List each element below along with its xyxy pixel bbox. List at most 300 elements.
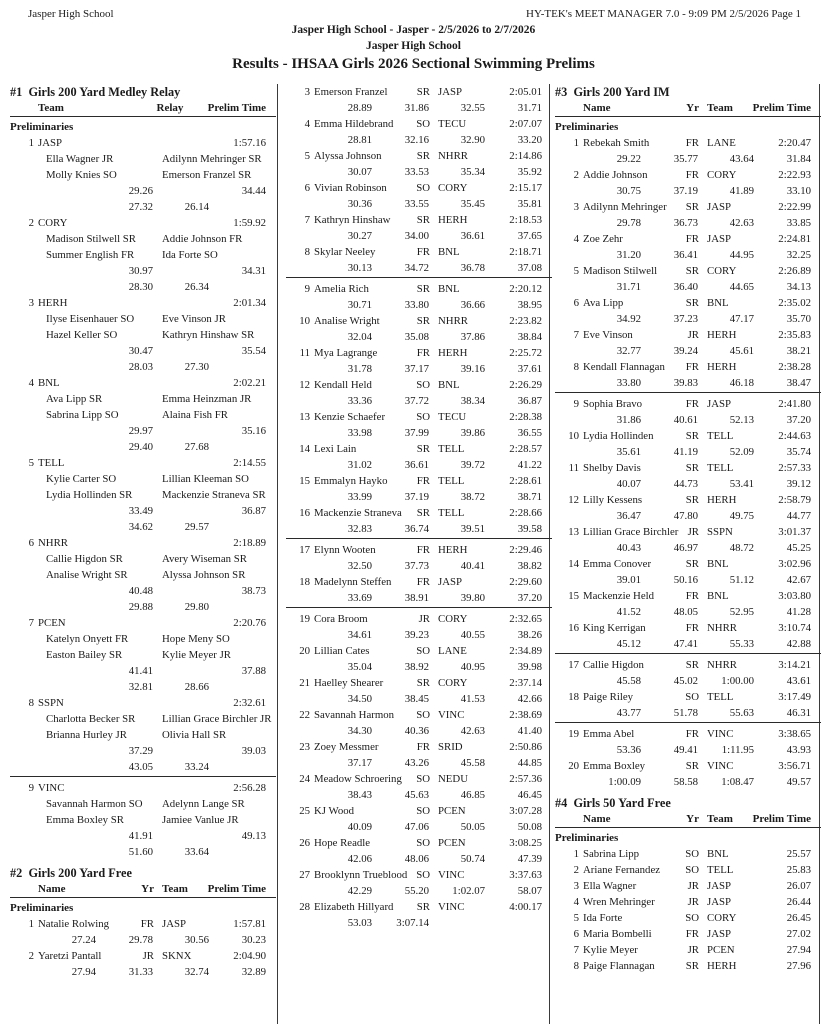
relay-swimmer: Molly Knies SO: [46, 169, 117, 181]
split-time: 30.27: [347, 230, 372, 242]
swimmer-year: JR: [687, 944, 699, 956]
relay-swimmer: Callie Higdon SR: [46, 553, 123, 565]
relay-swimmer: Mackenzie Straneva SR: [162, 489, 266, 501]
split-time: 35.16: [241, 425, 266, 437]
relay-team-code: JASP: [38, 137, 63, 149]
splits-row: [10, 583, 276, 599]
split-time: 42.66: [517, 693, 542, 705]
split-time: 35.74: [786, 446, 811, 458]
relay-entry-row: [10, 455, 276, 471]
splits-row: [286, 297, 552, 313]
relay-team-code: CORY: [38, 217, 68, 229]
result-row: [286, 377, 552, 393]
place-number: 12: [299, 379, 310, 391]
swimmer-year: FR: [416, 741, 430, 753]
section-label: Preliminaries: [555, 121, 619, 133]
splits-row: [555, 705, 821, 721]
team-code: LANE: [707, 137, 736, 149]
swimmer-name: Shelby Davis: [583, 462, 641, 474]
splits-row: [10, 263, 276, 279]
splits-row: [555, 476, 821, 492]
split-time: 43.93: [786, 744, 811, 756]
swimmer-year: FR: [140, 918, 154, 930]
swimmer-year: SR: [685, 265, 699, 277]
relay-swimmers-row: [10, 407, 276, 423]
split-time: 37.23: [673, 313, 698, 325]
split-time: 38.45: [404, 693, 429, 705]
splits-row: [286, 100, 552, 116]
result-row: [286, 116, 552, 132]
split-time: 49.13: [241, 830, 266, 842]
result-row: [286, 675, 552, 691]
split-time: 36.40: [673, 281, 698, 293]
result-row: [286, 244, 552, 260]
prelim-time: 4:00.17: [509, 901, 542, 913]
swimmer-year: FR: [685, 398, 699, 410]
splits-row: [10, 663, 276, 679]
split-time: 37.29: [128, 745, 153, 757]
swimmer-name: Addie Johnson: [583, 169, 648, 181]
meet-name-line: Jasper High School - Jasper - 2/5/2026 to 2/7/2026: [291, 24, 536, 36]
splits-row: [10, 932, 276, 948]
split-time: 32.16: [404, 134, 429, 146]
result-row: [286, 707, 552, 723]
split-time: 46.97: [673, 542, 698, 554]
split-time: 44.77: [786, 510, 811, 522]
column-header-row: [555, 811, 821, 828]
prelim-time: 2:14.55: [233, 457, 266, 469]
split-time: 29.26: [128, 185, 153, 197]
prelim-time: 27.02: [786, 928, 811, 940]
split-time: 53.36: [616, 744, 641, 756]
splits-row: [10, 359, 276, 375]
relay-entry-row: [10, 135, 276, 151]
relay-swimmers-row: [10, 567, 276, 583]
result-row: [10, 916, 276, 932]
relay-swimmer: Ida Forte SO: [162, 249, 218, 261]
split-time: 47.80: [673, 510, 698, 522]
relay-swimmer: Analise Wright SR: [46, 569, 128, 581]
result-row: [555, 878, 821, 894]
splits-row: [286, 425, 552, 441]
swimmer-year: SO: [416, 805, 430, 817]
splits-row: [286, 851, 552, 867]
swimmer-name: Ida Forte: [583, 912, 623, 924]
split-time: 1:02.07: [452, 885, 485, 897]
split-time: 41.19: [673, 446, 698, 458]
place-number: 10: [568, 430, 579, 442]
swimmer-year: SO: [416, 837, 430, 849]
relay-swimmers-row: [10, 471, 276, 487]
splits-row: [555, 774, 821, 790]
split-time: 29.80: [184, 601, 209, 613]
prelim-time: 2:57.36: [509, 773, 542, 785]
result-row: [555, 460, 821, 476]
team-code: JASP: [162, 918, 187, 930]
prelim-time: 27.96: [786, 960, 811, 972]
result-row: [555, 396, 821, 412]
swimmer-year: JR: [142, 950, 154, 962]
relay-swimmer: Lillian Kleeman SO: [162, 473, 249, 485]
prelim-time: 3:14.21: [778, 659, 811, 671]
split-time: 35.34: [460, 166, 485, 178]
split-time: 30.97: [128, 265, 153, 277]
splits-row: [286, 521, 552, 537]
swimmer-name: Elynn Wooten: [314, 544, 376, 556]
splits-row: [286, 132, 552, 148]
swimmer-name: Ariane Fernandez: [583, 864, 661, 876]
split-time: 45.02: [673, 675, 698, 687]
split-time: 47.17: [729, 313, 754, 325]
col-label-yr: Yr: [686, 102, 699, 114]
swimmer-name: Wren Mehringer: [583, 896, 655, 908]
team-code: CORY: [707, 169, 737, 181]
split-time: 52.95: [729, 606, 754, 618]
team-code: LANE: [438, 645, 467, 657]
splits-row: [10, 759, 276, 775]
split-time: 36.87: [517, 395, 542, 407]
result-row: [286, 739, 552, 755]
swimmer-year: SO: [416, 869, 430, 881]
relay-swimmer: Katelyn Onyett FR: [46, 633, 129, 645]
place-number: 1: [28, 918, 34, 930]
swimmer-year: SR: [416, 283, 430, 295]
place-number: 23: [299, 741, 310, 753]
place-number: 3: [573, 880, 579, 892]
split-time: 36.74: [404, 523, 429, 535]
splits-row: [286, 723, 552, 739]
relay-swimmers-row: [10, 151, 276, 167]
splits-row: [286, 260, 552, 276]
swimmer-year: JR: [687, 329, 699, 341]
place-number: 5: [28, 457, 34, 469]
prelim-time: 2:14.86: [509, 150, 542, 162]
split-time: 39.03: [241, 745, 266, 757]
swimmer-name: Natalie Rolwing: [38, 918, 110, 930]
team-code: BNL: [707, 297, 729, 309]
result-row: [286, 771, 552, 787]
split-time: 50.74: [460, 853, 485, 865]
split-time: 30.13: [347, 262, 372, 274]
prelim-time: 2:29.46: [509, 544, 542, 556]
splits-row: [555, 572, 821, 588]
swimmer-year: FR: [416, 347, 430, 359]
swimmer-name: Lillian Cates: [314, 645, 370, 657]
swimmer-name: KJ Wood: [314, 805, 355, 817]
swimmer-name: Emma Conover: [583, 558, 652, 570]
split-time: 40.43: [616, 542, 641, 554]
split-time: 1:08.47: [721, 776, 754, 788]
split-time: 42.63: [460, 725, 485, 737]
result-row: [286, 148, 552, 164]
swimmer-year: SO: [685, 864, 699, 876]
relay-swimmer: Madison Stilwell SR: [46, 233, 136, 245]
swimmer-year: JR: [687, 880, 699, 892]
split-time: 31.86: [404, 102, 429, 114]
split-time: 36.55: [517, 427, 542, 439]
result-row: [555, 428, 821, 444]
prelim-time: 1:57.81: [233, 918, 266, 930]
relay-swimmer: Adelynn Lange SR: [162, 798, 245, 810]
result-row: [555, 758, 821, 774]
split-time: 34.13: [786, 281, 811, 293]
report-title: Results - IHSAA Girls 2026 Sectional Swimming Prelims: [232, 56, 595, 72]
prelim-time: 2:02.21: [233, 377, 266, 389]
relay-swimmer: Kathryn Hinshaw SR: [162, 329, 255, 341]
relay-team-code: PCEN: [38, 617, 66, 629]
swimmer-year: SR: [416, 677, 430, 689]
split-time: 37.20: [786, 414, 811, 426]
team-code: TELL: [707, 462, 734, 474]
place-number: 7: [573, 329, 579, 341]
result-row: [555, 199, 821, 215]
split-time: 35.08: [404, 331, 429, 343]
split-time: 3:07.14: [396, 917, 429, 929]
place-number: 9: [573, 398, 579, 410]
split-time: 32.74: [184, 966, 209, 978]
split-time: 29.97: [128, 425, 153, 437]
swimmer-year: FR: [685, 728, 699, 740]
split-time: 39.80: [460, 592, 485, 604]
team-code: VINC: [438, 709, 465, 721]
team-code: SSPN: [707, 526, 733, 538]
swimmer-name: Kendall Held: [314, 379, 372, 391]
prelim-time: 2:41.80: [778, 398, 811, 410]
team-code: CORY: [438, 613, 468, 625]
result-row: [555, 894, 821, 910]
team-code: JASP: [707, 201, 732, 213]
split-time: 52.09: [729, 446, 754, 458]
split-time: 47.06: [404, 821, 429, 833]
swimmer-name: Lexi Lain: [314, 443, 357, 455]
split-time: 28.89: [347, 102, 372, 114]
prelim-time: 2:38.69: [509, 709, 542, 721]
swimmer-year: SR: [685, 558, 699, 570]
split-time: 42.29: [347, 885, 372, 897]
split-time: 41.22: [517, 459, 542, 471]
place-number: 16: [299, 507, 310, 519]
place-number: 6: [573, 297, 579, 309]
split-time: 40.09: [347, 821, 372, 833]
result-row: [286, 409, 552, 425]
swimmer-name: Paige Flannagan: [583, 960, 655, 972]
swimmer-year: SR: [685, 201, 699, 213]
splits-row: [555, 311, 821, 327]
split-time: 40.55: [460, 629, 485, 641]
place-number: 4: [573, 233, 579, 245]
team-code: BNL: [707, 848, 729, 860]
swimmer-name: Adilynn Mehringer: [583, 201, 667, 213]
swimmer-year: SO: [416, 182, 430, 194]
split-time: 37.08: [517, 262, 542, 274]
split-time: 38.84: [517, 331, 542, 343]
splits-row: [10, 423, 276, 439]
split-time: 33.80: [404, 299, 429, 311]
swimmer-year: SR: [416, 150, 430, 162]
splits-row: [10, 439, 276, 455]
swimmer-year: SR: [416, 443, 430, 455]
team-code: BNL: [438, 246, 460, 258]
split-time: 1:00.09: [608, 776, 641, 788]
prelim-time: 2:34.89: [509, 645, 542, 657]
split-time: 34.30: [347, 725, 372, 737]
column-header-row: [10, 881, 276, 898]
team-code: CORY: [438, 677, 468, 689]
relay-swimmers-row: [10, 551, 276, 567]
place-number: 4: [28, 377, 34, 389]
swimmer-name: Ava Lipp: [583, 297, 624, 309]
prelim-time: 2:20.12: [509, 283, 542, 295]
split-time: 44.95: [729, 249, 754, 261]
team-code: JASP: [707, 928, 732, 940]
team-code: TELL: [438, 475, 465, 487]
relay-swimmer: Savannah Harmon SO: [46, 798, 143, 810]
section-label: Preliminaries: [10, 121, 74, 133]
split-time: 58.58: [673, 776, 698, 788]
section-label: Preliminaries: [555, 832, 619, 844]
split-time: 28.81: [347, 134, 372, 146]
split-time: 27.32: [128, 201, 153, 213]
prelim-time: 2:32.65: [509, 613, 542, 625]
split-time: 33.24: [184, 761, 209, 773]
swimmer-name: Madison Stilwell: [583, 265, 658, 277]
swimmer-name: Savannah Harmon: [314, 709, 395, 721]
event-title: #4 Girls 50 Yard Free: [555, 796, 671, 810]
relay-team-code: HERH: [38, 297, 68, 309]
swimmer-name: Alyssa Johnson: [314, 150, 382, 162]
splits-row: [10, 343, 276, 359]
result-row: [286, 899, 552, 915]
prelim-time: 2:04.90: [233, 950, 266, 962]
result-row: [555, 726, 821, 742]
swimmer-year: SR: [416, 507, 430, 519]
team-code: TELL: [438, 443, 465, 455]
swimmer-name: Analise Wright: [314, 315, 380, 327]
swimmer-name: Mackenzie Held: [583, 590, 655, 602]
swimmer-year: FR: [416, 475, 430, 487]
swimmer-name: Kylie Meyer: [583, 944, 638, 956]
prelim-time: 3:08.25: [509, 837, 542, 849]
swimmer-year: SR: [685, 430, 699, 442]
split-time: 37.19: [404, 491, 429, 503]
prelim-time: 3:38.65: [778, 728, 811, 740]
prelim-time: 2:01.34: [233, 297, 266, 309]
relay-swimmers-row: [10, 487, 276, 503]
place-number: 5: [304, 150, 310, 162]
split-time: 26.14: [184, 201, 209, 213]
split-time: 45.25: [786, 542, 811, 554]
split-time: 47.41: [673, 638, 698, 650]
splits-row: [286, 691, 552, 707]
swimmer-year: SR: [685, 297, 699, 309]
result-row: [286, 643, 552, 659]
result-row: [286, 835, 552, 851]
split-time: 50.16: [673, 574, 698, 586]
place-number: 8: [304, 246, 310, 258]
team-code: BNL: [438, 379, 460, 391]
splits-row: [555, 444, 821, 460]
page-header-row: [28, 8, 801, 20]
splits-row: [286, 329, 552, 345]
split-time: 32.50: [347, 560, 372, 572]
split-time: 35.45: [460, 198, 485, 210]
relay-swimmers-row: [10, 647, 276, 663]
result-row: [286, 803, 552, 819]
split-time: 30.36: [347, 198, 372, 210]
place-number: 5: [573, 265, 579, 277]
col-label-prelim-time: Prelim Time: [752, 813, 811, 825]
place-number: 15: [568, 590, 579, 602]
place-number: 14: [299, 443, 310, 455]
split-time: 29.40: [128, 441, 153, 453]
prelim-time: 2:07.07: [509, 118, 542, 130]
swimmer-year: SR: [416, 315, 430, 327]
prelim-time: 3:56.71: [778, 760, 811, 772]
split-time: 46.45: [517, 789, 542, 801]
prelim-time: 2:44.63: [778, 430, 811, 442]
prelim-time: 2:57.33: [778, 462, 811, 474]
swimmer-name: Sabrina Lipp: [583, 848, 640, 860]
split-time: 38.26: [517, 629, 542, 641]
header-right-text: HY-TEK's MEET MANAGER 7.0 - 9:09 PM 2/5/2026 Page 1: [526, 8, 801, 20]
result-row: [555, 263, 821, 279]
splits-row: [286, 819, 552, 835]
split-time: 41.53: [460, 693, 485, 705]
swimmer-year: SO: [416, 645, 430, 657]
split-time: 35.61: [616, 446, 641, 458]
splits-row: [555, 636, 821, 652]
team-code: JASP: [438, 86, 463, 98]
team-code: SKNX: [162, 950, 192, 962]
split-time: 40.48: [128, 585, 153, 597]
split-time: 51.60: [128, 846, 153, 858]
place-number: 25: [299, 805, 310, 817]
swimmer-name: Zoey Messmer: [314, 741, 379, 753]
place-number: 5: [573, 912, 579, 924]
split-time: 36.78: [460, 262, 485, 274]
split-time: 38.21: [786, 345, 811, 357]
split-time: 45.58: [616, 675, 641, 687]
place-number: 13: [568, 526, 579, 538]
swimmer-name: Emmalyn Hayko: [314, 475, 388, 487]
prelim-time: 2:26.29: [509, 379, 542, 391]
place-number: 6: [304, 182, 310, 194]
split-time: 33.36: [347, 395, 372, 407]
result-row: [286, 313, 552, 329]
split-time: 49.41: [673, 744, 698, 756]
split-time: 50.08: [517, 821, 542, 833]
swimmer-year: SO: [416, 709, 430, 721]
swimmer-year: FR: [685, 928, 699, 940]
swimmer-year: SR: [685, 760, 699, 772]
split-time: 35.70: [786, 313, 811, 325]
relay-entry-row: [10, 695, 276, 711]
swimmer-name: Brooklynn Trueblood: [314, 869, 408, 881]
result-row: [286, 180, 552, 196]
col-label-name: Name: [583, 102, 611, 114]
place-number: 28: [299, 901, 310, 913]
split-time: 32.83: [347, 523, 372, 535]
split-time: 29.78: [128, 934, 153, 946]
swimmer-year: FR: [416, 576, 430, 588]
relay-entry-row: [10, 535, 276, 551]
split-time: 35.92: [517, 166, 542, 178]
split-time: 44.65: [729, 281, 754, 293]
swimmer-name: King Kerrigan: [583, 622, 646, 634]
splits-row: [286, 196, 552, 212]
swimmer-year: FR: [685, 137, 699, 149]
split-time: 43.61: [786, 675, 811, 687]
